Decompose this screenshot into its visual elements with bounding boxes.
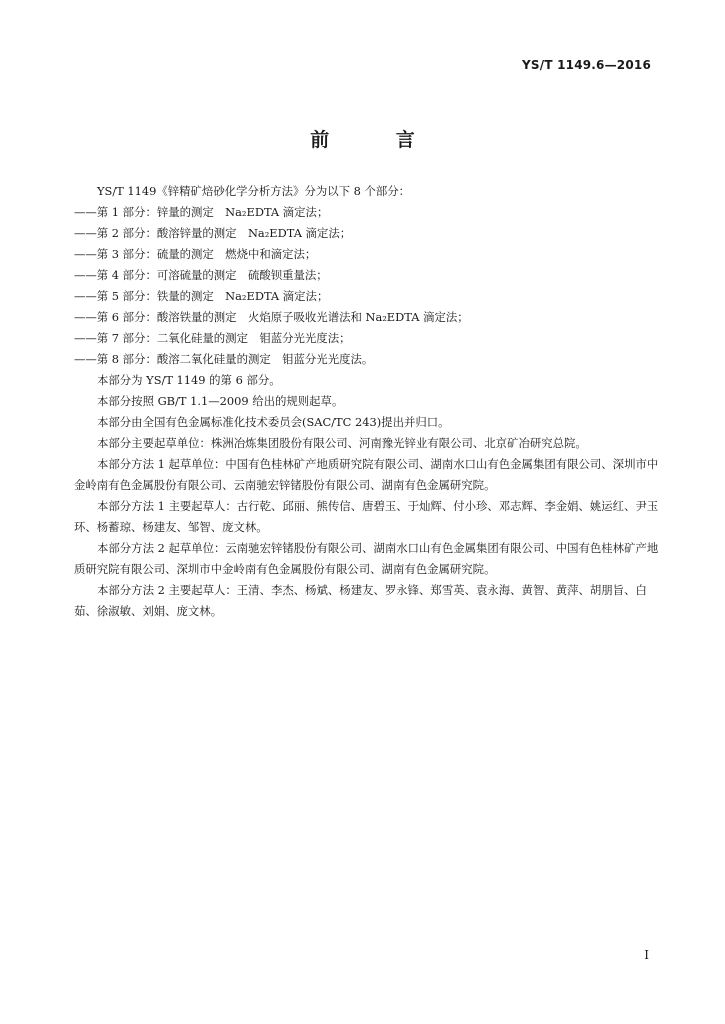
part-list-item: ——第 4 部分：可溶硫量的测定 硫酸钡重量法； — [74, 268, 328, 282]
main-drafting-units: 本部分主要起草单位：株洲冶炼集团股份有限公司、河南豫光锌业有限公司、北京矿冶研究总院。 — [97, 436, 587, 450]
page-title: 前 言 — [310, 129, 445, 151]
foreword-body — [74, 181, 660, 622]
proposer-statement: 本部分由全国有色金属标准化技术委员会(SAC/TC 243)提出并归口。 — [97, 415, 450, 429]
method2-drafting-units: 本部分方法 2 起草单位：云南驰宏锌锗股份有限公司、湖南水口山有色金属集团有限公司、中国有色桂林矿产地质研究院有限公司、深圳市中金岭南有色金属股份有限公司、湖南有色金属研究院。 — [74, 541, 659, 576]
method1-drafting-units: 本部分方法 1 起草单位：中国有色桂林矿产地质研究院有限公司、湖南水口山有色金属集团有限公司、深圳市中金岭南有色金属股份有限公司、云南驰宏锌锗股份有限公司、湖南有色金属研究院。 — [74, 457, 659, 492]
part-statement: 本部分为 YS/T 1149 的第 6 部分。 — [97, 373, 281, 387]
page-number: I — [644, 948, 649, 962]
method2-drafters: 本部分方法 2 主要起草人：王清、李杰、杨斌、杨建友、罗永锋、郑雪英、袁永海、黄智、黄萍、胡朋旨、白茹、徐淑敏、刘娟、庞文林。 — [74, 583, 647, 618]
intro-paragraph: YS/T 1149《锌精矿焙砂化学分析方法》分为以下 8 个部分： — [97, 184, 411, 198]
method1-drafters: 本部分方法 1 主要起草人：古行乾、邱丽、熊传信、唐碧玉、于灿辉、付小珍、邓志辉、李金娟、姚运红、尹玉环、杨蓄琼、杨建友、邹智、庞文林。 — [74, 499, 659, 534]
part-list-item: ——第 7 部分：二氧化硅量的测定 钼蓝分光光度法； — [74, 331, 351, 345]
part-list-item: ——第 6 部分：酸溶铁量的测定 火焰原子吸收光谱法和 Na₂EDTA 滴定法； — [74, 310, 469, 324]
part-list-item: ——第 2 部分：酸溶锌量的测定 Na₂EDTA 滴定法； — [74, 226, 352, 240]
part-list-item: ——第 1 部分：锌量的测定 Na₂EDTA 滴定法； — [74, 205, 329, 219]
standard-code: YS/T 1149.6—2016 — [522, 58, 651, 72]
part-list-item: ——第 8 部分：酸溶二氧化硅量的测定 钼蓝分光光度法。 — [74, 352, 374, 366]
drafting-rules: 本部分按照 GB/T 1.1—2009 给出的规则起草。 — [97, 394, 344, 408]
part-list-item: ——第 5 部分：铁量的测定 Na₂EDTA 滴定法； — [74, 289, 329, 303]
part-list-item: ——第 3 部分：硫量的测定 燃烧中和滴定法； — [74, 247, 317, 261]
